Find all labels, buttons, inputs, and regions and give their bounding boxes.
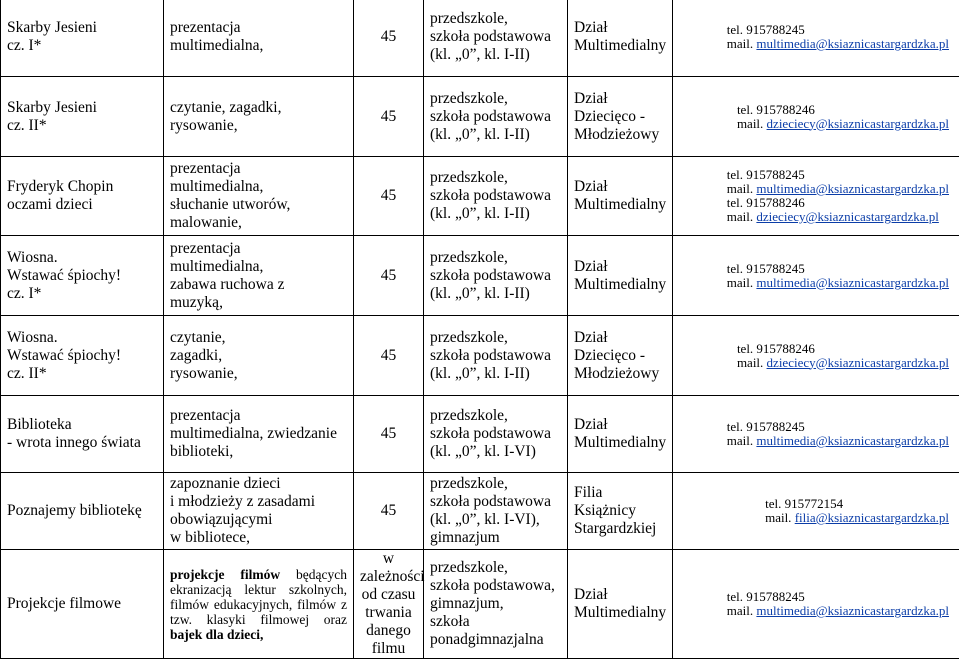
audience-line: szkoła podstawowa xyxy=(430,28,551,45)
form-bold-text: projekcje filmów xyxy=(170,566,281,582)
event-form-line: multimedialna, xyxy=(170,37,264,54)
audience-line: (kl. „0”, kl. I-II) xyxy=(430,125,530,143)
email-prefix: mail. xyxy=(736,115,764,131)
audience-line: szkoła podstawowa xyxy=(430,346,551,364)
department xyxy=(568,157,673,236)
audience xyxy=(424,473,568,550)
audience-line: (kl. „0”, kl. I-II) xyxy=(430,205,530,222)
audience-line: szkoła podstawowa xyxy=(430,107,551,125)
email-line xyxy=(727,210,949,224)
event-title xyxy=(1,236,164,316)
contact xyxy=(673,236,959,316)
department-line: Dział xyxy=(574,416,608,433)
email-prefix: mail. xyxy=(726,209,754,224)
email-link[interactable]: multimedia@ksiaznicastargardzka.pl xyxy=(756,433,949,448)
department xyxy=(568,550,673,659)
email-line xyxy=(727,604,949,618)
event-title-line: - wrota innego świata xyxy=(7,434,141,451)
email-prefix: mail. xyxy=(726,603,754,618)
audience-line: ponadgimnazjalna xyxy=(430,631,544,648)
department xyxy=(568,236,673,316)
audience-line: przedszkole, xyxy=(430,328,508,346)
duration-value: 45 xyxy=(380,346,397,364)
audience xyxy=(424,0,568,77)
email-prefix: mail. xyxy=(726,181,754,196)
audience xyxy=(424,396,568,473)
department-line: Stargardzkiej xyxy=(574,520,657,537)
duration-minutes xyxy=(354,157,424,236)
email-line xyxy=(727,182,949,196)
audience xyxy=(424,77,568,157)
table-row xyxy=(1,473,959,550)
email-line xyxy=(737,117,949,131)
event-form-line: prezentacja xyxy=(170,160,241,177)
event-title-line: Wiosna. xyxy=(7,328,58,346)
department-line: Dział xyxy=(574,328,608,346)
email-prefix: mail. xyxy=(765,510,792,525)
event-form-line: multimedialna, zwiedzanie xyxy=(170,425,337,442)
contact xyxy=(673,77,959,157)
email-link[interactable]: filia@ksiaznicastargardzka.pl xyxy=(794,510,949,525)
audience-line: przedszkole, xyxy=(430,407,508,424)
audience-line: (kl. „0”, kl. I-II) xyxy=(430,364,530,382)
event-title-line: Skarby Jesieni xyxy=(7,98,97,116)
audience-line: przedszkole, xyxy=(430,89,508,107)
event-form-line: obowiązującymi xyxy=(170,511,273,528)
email-link[interactable]: dzieciecy@ksiaznicastargardzka.pl xyxy=(756,209,939,224)
audience-line: szkoła podstawowa xyxy=(430,493,551,510)
event-form-line: multimedialna, xyxy=(170,178,264,195)
email-link[interactable]: multimedia@ksiaznicastargardzka.pl xyxy=(756,181,949,196)
duration-value: 45 xyxy=(380,187,397,204)
duration-minutes-line: danego xyxy=(366,622,411,639)
audience-line: szkoła podstawowa xyxy=(430,425,551,442)
audience-line: przedszkole, xyxy=(430,475,508,492)
department-line: Dział xyxy=(574,257,608,275)
event-title-line: Wiosna. xyxy=(7,248,58,266)
duration-minutes xyxy=(354,316,424,396)
audience-line: przedszkole, xyxy=(430,10,508,27)
event-title-line: cz. I* xyxy=(7,37,42,54)
audience-line: (kl. „0”, kl. I-II) xyxy=(430,284,530,302)
department xyxy=(568,0,673,77)
phone-number: tel. 915772154 xyxy=(765,496,844,511)
department-line: Dział xyxy=(574,178,608,195)
email-link[interactable]: multimedia@ksiaznicastargardzka.pl xyxy=(756,603,949,618)
email-link[interactable]: dzieciecy@ksiaznicastargardzka.pl xyxy=(766,354,949,370)
event-form-line: biblioteki, xyxy=(170,443,234,460)
contact xyxy=(673,0,959,77)
event-form-line: prezentacja xyxy=(170,19,241,36)
form-bold-text: bajek dla dzieci, xyxy=(170,626,264,642)
event-form xyxy=(164,77,354,157)
audience-line: szkoła podstawowa xyxy=(430,187,551,204)
department-line: Dział xyxy=(574,89,608,107)
department-line: Filia Książnicy xyxy=(574,484,636,519)
department-line: Multimedialny xyxy=(574,275,667,293)
contact xyxy=(673,550,959,659)
email-link[interactable]: dzieciecy@ksiaznicastargardzka.pl xyxy=(766,115,949,131)
audience-line: szkoła podstawowa xyxy=(430,266,551,284)
department-line: Dział xyxy=(574,19,608,36)
phone-number: tel. 915788245 xyxy=(726,260,805,276)
event-form-line: malowanie, xyxy=(170,214,242,231)
event-title-line: Poznajemy bibliotekę xyxy=(7,502,142,519)
event-form-line: prezentacja xyxy=(170,239,241,257)
duration-minutes xyxy=(354,236,424,316)
event-title-line: cz. II* xyxy=(7,116,47,134)
table-row xyxy=(1,77,959,157)
department xyxy=(568,473,673,550)
audience-line: szkoła xyxy=(430,613,470,630)
audience-line: (kl. „0”, kl. I-VI), xyxy=(430,511,540,528)
table-row xyxy=(1,550,959,659)
phone-number: tel. 915788245 xyxy=(726,589,805,604)
duration-minutes-line: od czasu xyxy=(361,586,416,603)
event-form xyxy=(164,316,354,396)
department-line: Młodzieżowy xyxy=(574,364,660,382)
event-form-line: zagadki, xyxy=(170,346,223,364)
audience-line: szkoła podstawowa, xyxy=(430,577,555,594)
phone-number: tel. 915788245 xyxy=(726,167,805,182)
event-form-line: rysowanie, xyxy=(170,116,238,134)
event-title-line: cz. I* xyxy=(7,284,42,302)
department-line: Dziecięco - xyxy=(574,107,645,125)
email-prefix: mail. xyxy=(726,433,754,448)
event-form-line: i młodzieży z zasadami xyxy=(170,493,316,510)
event-title-line: Wstawać śpiochy! xyxy=(7,266,122,284)
event-title-line: Biblioteka xyxy=(7,416,72,433)
department xyxy=(568,77,673,157)
department-line: Dział xyxy=(574,586,608,603)
event-title-line: Skarby Jesieni xyxy=(7,19,97,36)
audience xyxy=(424,550,568,659)
email-line xyxy=(737,356,949,370)
event-form-line: muzyką, xyxy=(170,293,223,311)
event-form-line: rysowanie, xyxy=(170,364,238,382)
department xyxy=(568,316,673,396)
table-row xyxy=(1,316,959,396)
department-line: Multimedialny xyxy=(574,434,667,451)
duration-value: 45 xyxy=(380,425,397,442)
event-title-line: Wstawać śpiochy! xyxy=(7,346,122,364)
duration-minutes xyxy=(354,77,424,157)
event-title xyxy=(1,157,164,236)
phone-number: tel. 915788245 xyxy=(726,22,805,37)
department-line: Multimedialny xyxy=(574,37,667,54)
duration-value: 45 xyxy=(380,107,397,125)
phone-number: tel. 915788245 xyxy=(726,419,805,434)
audience xyxy=(424,316,568,396)
audience-line: (kl. „0”, kl. I-II) xyxy=(430,46,530,63)
event-title xyxy=(1,550,164,659)
contact xyxy=(673,396,959,473)
duration-value: 45 xyxy=(380,266,397,284)
email-prefix: mail. xyxy=(736,354,764,370)
email-link[interactable]: multimedia@ksiaznicastargardzka.pl xyxy=(756,36,949,51)
department-line: Dziecięco - xyxy=(574,346,645,364)
event-form xyxy=(164,396,354,473)
duration-minutes-line: zależności xyxy=(360,568,425,585)
audience xyxy=(424,157,568,236)
duration-minutes-line: trwania xyxy=(365,604,412,621)
audience-line: przedszkole, xyxy=(430,169,508,186)
phone-number: tel. 915788246 xyxy=(736,340,815,356)
phone-number: tel. 915788246 xyxy=(736,101,815,117)
event-form-line: czytanie, zagadki, xyxy=(170,98,282,116)
audience-line: (kl. „0”, kl. I-VI) xyxy=(430,443,536,460)
department xyxy=(568,396,673,473)
event-form-line: zapoznanie dzieci xyxy=(170,475,281,492)
event-title xyxy=(1,396,164,473)
event-form-line: czytanie, xyxy=(170,328,226,346)
event-form xyxy=(164,550,354,659)
table-row xyxy=(1,236,959,316)
email-line xyxy=(765,511,949,525)
department-line: Młodzieżowy xyxy=(574,125,660,143)
email-line xyxy=(727,37,949,51)
event-title xyxy=(1,77,164,157)
audience-line: gimnazjum xyxy=(430,529,500,546)
event-title xyxy=(1,473,164,550)
table-row xyxy=(1,396,959,473)
event-title xyxy=(1,316,164,396)
table-row xyxy=(1,157,959,236)
event-title xyxy=(1,0,164,77)
duration-minutes xyxy=(354,473,424,550)
event-title-line: cz. II* xyxy=(7,364,47,382)
audience-line: gimnazjum, xyxy=(430,595,504,612)
email-prefix: mail. xyxy=(726,36,754,51)
phone-number: tel. 915788246 xyxy=(726,195,805,210)
event-form-line: multimedialna, xyxy=(170,257,264,275)
event-form xyxy=(164,157,354,236)
audience-line: przedszkole, xyxy=(430,559,508,576)
event-form-line: prezentacja xyxy=(170,407,241,424)
audience xyxy=(424,236,568,316)
event-form-line: zabawa ruchowa z xyxy=(170,275,285,293)
email-link[interactable]: multimedia@ksiaznicastargardzka.pl xyxy=(756,274,949,290)
event-form xyxy=(164,473,354,550)
event-form-line: w bibliotece, xyxy=(170,529,251,546)
duration-value: 45 xyxy=(380,28,397,45)
email-line xyxy=(727,434,949,448)
event-title-line: Projekcje filmowe xyxy=(7,595,122,612)
duration-minutes-line: filmu xyxy=(371,640,406,657)
event-form xyxy=(164,236,354,316)
event-form-line: słuchanie utworów, xyxy=(170,196,291,213)
audience-line: przedszkole, xyxy=(430,248,508,266)
event-title-line: Fryderyk Chopin xyxy=(7,178,114,195)
contact xyxy=(673,157,959,236)
form-text: będących ekranizacją lektur szkolnych, filmów edukacyjnych, filmów z tzw. klasyki filmowej oraz xyxy=(170,566,347,627)
duration-minutes xyxy=(354,0,424,77)
event-form xyxy=(164,0,354,77)
duration-minutes xyxy=(354,550,424,659)
duration-value: 45 xyxy=(380,502,397,519)
contact xyxy=(673,473,959,550)
department-line: Multimedialny xyxy=(574,604,667,621)
table-row xyxy=(1,0,959,77)
duration-minutes xyxy=(354,396,424,473)
email-prefix: mail. xyxy=(726,274,754,290)
email-line xyxy=(727,276,949,290)
event-title-line: oczami dzieci xyxy=(7,196,93,213)
department-line: Multimedialny xyxy=(574,196,667,213)
contact xyxy=(673,316,959,396)
duration-minutes-line: w xyxy=(382,550,395,567)
